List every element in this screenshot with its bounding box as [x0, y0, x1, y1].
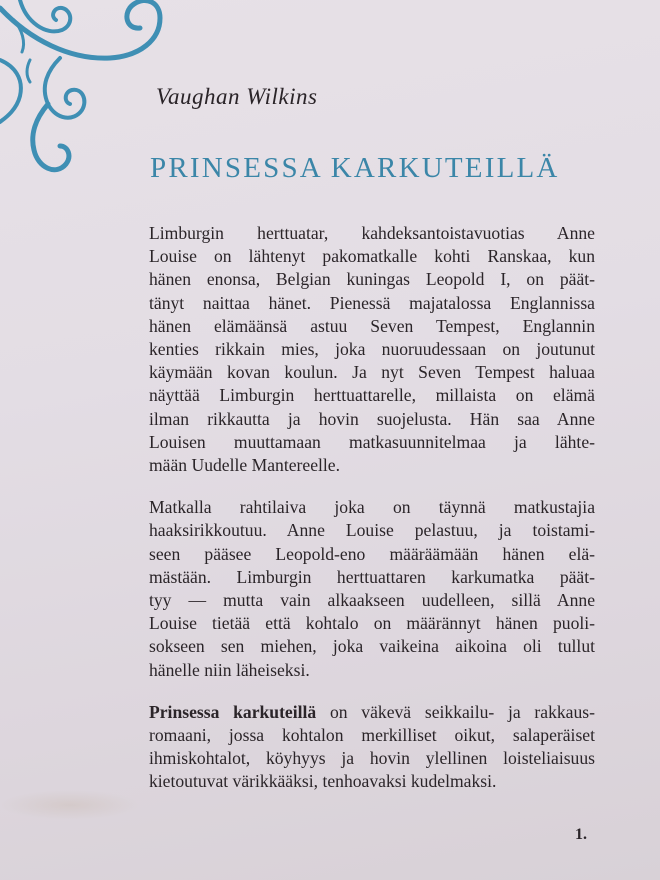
book-title-inline: Prinsessa karkuteillä [149, 701, 317, 722]
text-line: mään Uudelle Mantereelle. [149, 455, 340, 476]
paragraph-2 [149, 496, 595, 682]
text-line: Matkalla rahtilaiva joka on täynnä matkustajia [149, 497, 595, 518]
text-line: sokseen sen miehen, joka vaikeina aikoina oli tullut [149, 636, 595, 657]
paragraph-3 [149, 701, 595, 794]
text-line: käymään kovan koulun. Ja nyt Seven Tempest haluaa [149, 362, 595, 383]
decorative-scroll-icon [0, 0, 170, 200]
text-line: Limburgin herttuatar, kahdeksantoistavuotias Anne [149, 223, 595, 243]
text-line: tänyt naittaa hänet. Pienessä majatalossa Englannissa [149, 292, 595, 313]
text-fragment: on väkevä seikkailu- ja rakkaus- [316, 701, 595, 722]
paper-stain [0, 790, 140, 820]
book-title: PRINSESSA KARKUTEILLÄ [150, 152, 560, 184]
text-line: ihmiskohtalot, köyhyys ja hovin ylellinen loisteliaisuus [149, 748, 595, 769]
text-line: näyttää Limburgin herttuattarelle, millaista on elämä [149, 385, 595, 406]
text-line [149, 701, 595, 724]
blurb-text [149, 222, 595, 813]
text-line: seen pääsee Leopold-eno määräämään hänen elä- [149, 543, 595, 564]
text-line: kenties rikkain mies, joka nuoruudessaan on joutunut [149, 339, 595, 360]
text-line: tyy — mutta vain alkaakseen uudelleen, sillä Anne [149, 590, 595, 611]
author-name: Vaughan Wilkins [156, 84, 318, 109]
text-line: kietoutuvat värikkääksi, tenhoavaksi kudelmaksi. [149, 771, 497, 792]
text-line: haaksirikkoutuu. Anne Louise pelastuu, ja toistami- [149, 520, 595, 541]
text-line: hänen enonsa, Belgian kuningas Leopold I, on päät- [149, 269, 595, 290]
text-line: hänelle niin läheiseksi. [149, 659, 310, 680]
paragraph-1 [149, 222, 595, 477]
page-number: 1. [575, 826, 587, 843]
text-line: romaani, jossa kohtalon merkilliset oikut, salaperäiset [149, 725, 595, 746]
text-line: ilman rikkautta ja hovin suojelusta. Hän saa Anne [149, 408, 595, 429]
text-line: Louise tietää että kohtalo on määrännyt hänen puoli- [149, 613, 595, 634]
text-line: Louise on lähtenyt pakomatkalle kohti Ranskaa, kun [149, 246, 595, 267]
text-line: Louisen muuttamaan matkasuunnitelmaa ja lähte- [149, 431, 595, 452]
text-line: mästään. Limburgin herttuattaren karkumatka päät- [149, 566, 595, 587]
text-line: hänen elämäänsä astuu Seven Tempest, Englannin [149, 315, 595, 336]
